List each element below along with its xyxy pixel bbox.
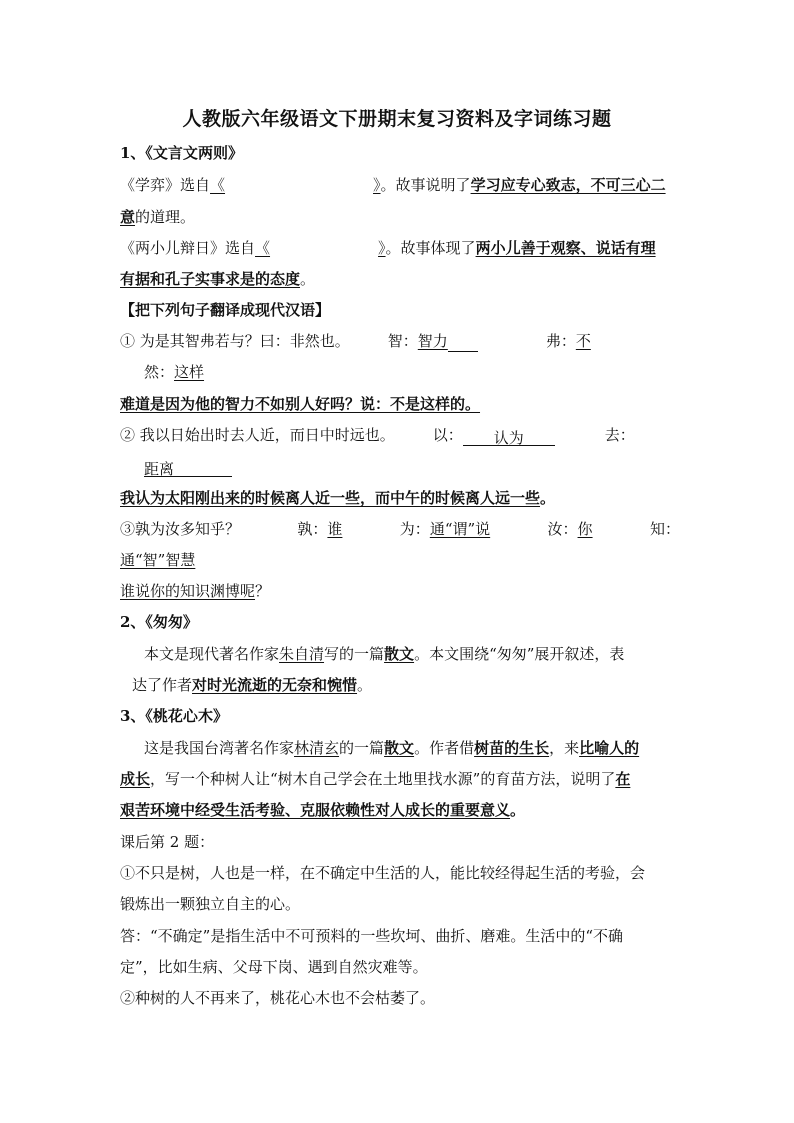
answer-text: 有据和孔子实事求是的态度 bbox=[120, 270, 301, 288]
answer-text: 树苗的生长 bbox=[474, 739, 550, 757]
s3-line-2: 成长，写一个种树人让“树木自己学会在土地里找水源”的育苗方法，说明了在 bbox=[120, 770, 631, 788]
label: 去： bbox=[604, 426, 635, 444]
answer-text: 林清玄 bbox=[294, 739, 340, 757]
q1-translation: 难道是因为他的智力不如别人好吗？说：不是这样的。 bbox=[120, 395, 481, 413]
s1-line-2 bbox=[120, 206, 680, 228]
q3-line-b bbox=[120, 549, 680, 571]
answer-text: 意 bbox=[120, 208, 136, 226]
translation-task-heading: 【把下列句子翻译成现代汉语】 bbox=[120, 301, 331, 319]
label: 汝： bbox=[547, 520, 578, 538]
text: 的道理。 bbox=[135, 208, 196, 226]
homework-heading: 课后第 2 题： bbox=[120, 833, 215, 851]
answer-text: 谁说你的知识渊博呢 bbox=[120, 582, 256, 600]
q2-line-b bbox=[144, 455, 680, 477]
answer-text: 比喻人的 bbox=[579, 739, 640, 757]
question-text: ②种树的人不再来了，桃花心木也不会枯萎了。 bbox=[120, 989, 436, 1007]
q1-line bbox=[120, 330, 680, 352]
s2-line-1: 本文是现代著名作家朱自清写的一篇散文。本文围绕“匆匆”展开叙述，表 bbox=[144, 645, 625, 663]
text: 《学弈》选自 bbox=[120, 176, 211, 194]
answer-text: 不 bbox=[575, 332, 591, 350]
answer-text: 在 bbox=[615, 770, 631, 788]
section-3-heading: 3、《桃花心木》 bbox=[120, 707, 228, 725]
text: 。故事说明了 bbox=[380, 176, 471, 194]
label: 弗： bbox=[545, 332, 576, 350]
answer-text: 散文 bbox=[384, 739, 415, 757]
answer-text: 对时光流逝的无奈和惋惜 bbox=[192, 676, 358, 694]
question-text: ③孰为汝多知乎？ bbox=[120, 520, 241, 538]
source-blank-xueyi[interactable]: 《 》 bbox=[210, 176, 381, 194]
label: 孰： bbox=[297, 520, 328, 538]
question-text: 锻炼出一颗独立自主的心。 bbox=[120, 895, 301, 913]
text: 。 bbox=[300, 270, 316, 288]
label: 知： bbox=[649, 520, 680, 538]
answer-text: 谁 bbox=[327, 520, 343, 538]
q3-translation: 谁说你的知识渊博呢？ bbox=[120, 582, 271, 600]
answer-text: 智力 bbox=[417, 332, 448, 350]
s3-line-1: 这是我国台湾著名作家林清玄的一篇散文。作者借树苗的生长，来比喻人的 bbox=[144, 739, 640, 757]
section-2-heading: 2、《匆匆》 bbox=[120, 613, 198, 631]
answer-blank[interactable]: 认为 bbox=[463, 427, 555, 446]
label: 智： bbox=[387, 332, 418, 350]
label: 以： bbox=[432, 426, 463, 444]
q2-line bbox=[120, 424, 680, 446]
text: 《两小儿辩日》选自 bbox=[120, 239, 256, 257]
answer-text: 两小儿善于观察、说话有理 bbox=[475, 239, 656, 257]
q3-line bbox=[120, 518, 680, 540]
answer-text: 成长 bbox=[120, 770, 151, 788]
s1-line-3 bbox=[120, 237, 680, 259]
source-blank-liangxiaoer[interactable]: 《 》 bbox=[255, 239, 386, 257]
answer-text: 艰苦环境中经受生活考验、克服依赖性对人成长的重要意义 bbox=[120, 801, 511, 819]
answer-text: 散文 bbox=[384, 645, 415, 663]
section-1-heading: 1、《文言文两则》 bbox=[120, 144, 243, 162]
question-text: ①不只是树，人也是一样，在不确定中生活的人，能比较经得起生活的考验，会 bbox=[120, 864, 646, 882]
question-text: ① 为是其智弗若与？曰：非然也。 bbox=[120, 332, 350, 350]
answer-text: 我认为太阳刚出来的时候离人近一些，而中午的时候离人远一些 bbox=[120, 489, 541, 507]
answer-text: 朱自清 bbox=[279, 645, 325, 663]
answer-text: 通“谓”说 bbox=[429, 520, 491, 538]
text: 。故事体现了 bbox=[385, 239, 476, 257]
answer-text: 通“智”智慧 bbox=[120, 551, 196, 569]
label: 为： bbox=[399, 520, 430, 538]
question-text: ② 我以日始出时去人近，而日中时远也。 bbox=[120, 426, 395, 444]
q1-line-b bbox=[144, 361, 680, 383]
answer-text: 定”，比如生病、父母下岗、遇到自然灾难等。 bbox=[120, 958, 428, 976]
page-title: 人教版六年级语文下册期末复习资料及字词练习题 bbox=[182, 108, 612, 130]
answer-text: 这样 bbox=[174, 363, 205, 381]
label: 然： bbox=[144, 363, 175, 381]
q2-translation: 我认为太阳刚出来的时候离人近一些，而中午的时候离人远一些。 bbox=[120, 489, 556, 507]
answer-text: 答：“不确定”是指生活中不可预料的一些坎坷、曲折、磨难。生活中的“不确 bbox=[120, 927, 624, 945]
s1-line-4 bbox=[120, 268, 680, 290]
s3-line-3: 艰苦环境中经受生活考验、克服依赖性对人成长的重要意义。 bbox=[120, 801, 526, 819]
answer-text: 学习应专心致志，不可三心二 bbox=[470, 176, 666, 194]
s2-line-2: 达了作者对时光流逝的无奈和惋惜。 bbox=[132, 676, 373, 694]
answer-blank[interactable]: 距离 bbox=[144, 458, 232, 477]
s1-line-1 bbox=[120, 174, 680, 196]
answer-text: 你 bbox=[577, 520, 593, 538]
